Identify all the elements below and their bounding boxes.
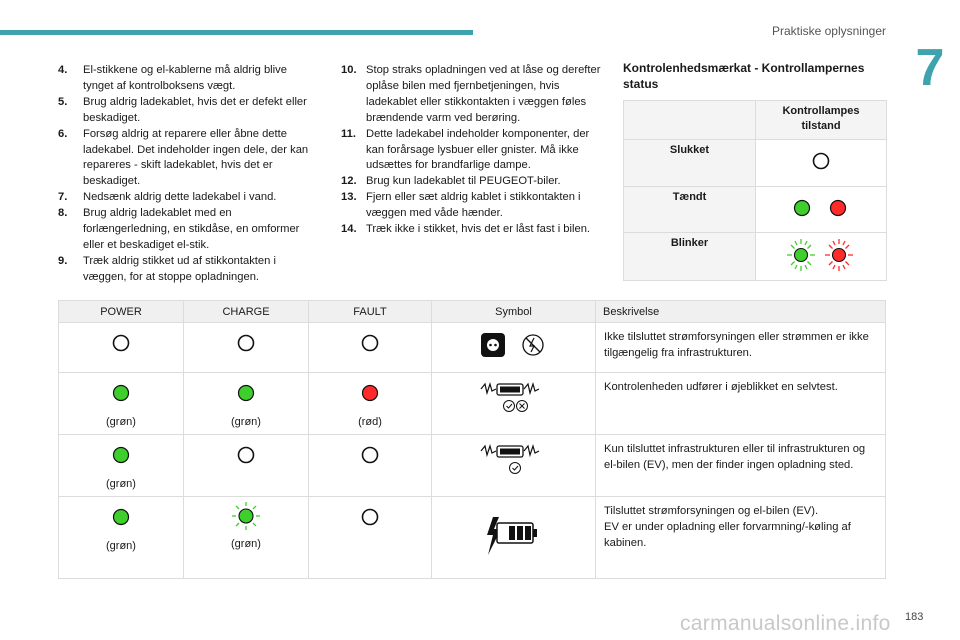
green-lamp-icon [111,383,131,403]
lamp-off-icon [236,333,256,353]
header-fault: FAULT [309,301,432,323]
power-cell [59,323,184,373]
fault-cell [309,323,432,373]
header-charge: CHARGE [184,301,309,323]
status-label-blink: Blinker [624,233,756,281]
status-lamp-blink [756,233,887,281]
symbol-cell [432,373,596,435]
charging-battery-icon [479,505,549,561]
fault-cell: (rød) [309,373,432,435]
power-cell: (grøn) [59,497,184,579]
charge-status-table [58,300,886,579]
charge-cell: (grøn) [184,373,309,435]
lamp-off-icon [360,507,380,527]
green-lamp-icon [795,200,810,215]
list-item: 6. Forsøg aldrig at reparere eller åbne dette ladekabel. Det indeholder ingen dele, der kan repareres - skift ladekablet, hvis det er beskadiget. [58,127,309,188]
header-power: POWER [59,301,184,323]
status-label-on: Tændt [624,186,756,233]
status-section-heading: Kontrolenhedsmærkat - Kontrollampernes status [623,61,865,91]
lamp-blink-icons [786,237,856,273]
red-blink-lamp-icon [825,239,853,271]
lamp-off-icon [360,333,380,353]
green-lamp-icon [111,445,131,465]
fault-cell [309,435,432,497]
status-label-off: Slukket [624,140,756,187]
list-item: 7. Nedsænk aldrig dette ladekabel i vand. [58,191,277,204]
safety-list-left [58,63,320,286]
green-lamp-icon [236,383,256,403]
lamp-off-icon [811,151,831,171]
description-cell: Ikke tilsluttet strømforsyningen eller strømmen er ikke tilgængelig fra infrastrukturen. [596,323,886,373]
table-row [59,373,886,435]
no-power-symbol-icon [479,331,549,359]
lamp-on-icons [793,198,849,218]
safety-list-middle [341,63,603,238]
header-description: Beskrivelse [596,301,886,323]
description-cell: Kontrolenheden udfører i øjeblikket en selvtest. [596,373,886,435]
status-lamp-off [756,140,887,187]
list-item: 12. Brug kun ladekablet til PEUGEOT-biler. [341,175,561,188]
status-column-header: Kontrollampes tilstand [756,101,887,140]
selftest-symbol-icon [479,381,549,415]
table-row [59,497,886,579]
header-symbol: Symbol [432,301,596,323]
status-header-empty [624,101,756,140]
charge-cell: (grøn) [184,497,309,579]
lamp-off-icon [236,445,256,465]
connected-idle-symbol-icon [479,443,549,477]
chapter-title: Praktiske oplysninger [771,24,886,38]
power-cell: (grøn) [59,373,184,435]
list-item: 5. Brug aldrig ladekablet, hvis det er defekt eller beskadiget. [58,95,307,124]
table-row [59,435,886,497]
list-item: 4. El-stikkene og el-kablerne må aldrig blive tynget af kontrolboksens vægt. [58,64,287,92]
status-lamp-on [756,186,887,233]
lamp-status-table [623,100,887,281]
table-row [59,323,886,373]
power-cell: (grøn) [59,435,184,497]
green-lamp-icon [111,507,131,527]
list-item: 14. Træk ikke i stikket, hvis det er låst fast i bilen. [341,223,591,236]
green-blink-lamp-icon [230,501,262,531]
header-accent-bar [0,30,473,35]
lamp-off-icon [111,333,131,353]
symbol-cell [432,323,596,373]
description-cell: Kun tilsluttet infrastrukturen eller til infrastrukturen og el-bilen (EV), men der finder ingen opladning sted. [596,435,886,497]
charge-cell [184,435,309,497]
list-item: 11. Dette ladekabel indeholder komponenter, der kan forårsage lysbuer eller gnister. Må ikke udsættes for brandfarlige dampe. [341,127,590,172]
green-blink-lamp-icon [787,239,815,271]
red-lamp-icon [831,200,846,215]
fault-cell [309,497,432,579]
charge-cell [184,323,309,373]
page-number: 183 [905,611,924,623]
symbol-cell [432,435,596,497]
red-lamp-icon [360,383,380,403]
list-item: 9. Træk aldrig stikket ud af stikkontakten i væggen, for at stoppe opladningen. [58,254,276,283]
list-item: 10. Stop straks opladningen ved at låse og derefter oplåse bilen med fjernbetjeningen, hvis ladekablet eller stikkontakten i væggen føles brændende varm ved berøring. [341,64,601,124]
list-item: 8. Brug aldrig ladekablet med en forlængerledning, en stikdåse, en omformer eller et beskadiget el-stik. [58,207,300,251]
list-item: 13. Fjern eller sæt aldrig kablet i stikkontakten i væggen med våde hænder. [341,191,581,220]
lamp-off-icon [360,445,380,465]
chapter-number: 7 [915,39,945,97]
watermark: carmanualsonline.info [680,612,891,635]
symbol-cell [432,497,596,579]
description-cell: Tilsluttet strømforsyningen og el-bilen (EV). EV er under opladning eller forvarmning/-køling af kabinen. [596,497,886,579]
